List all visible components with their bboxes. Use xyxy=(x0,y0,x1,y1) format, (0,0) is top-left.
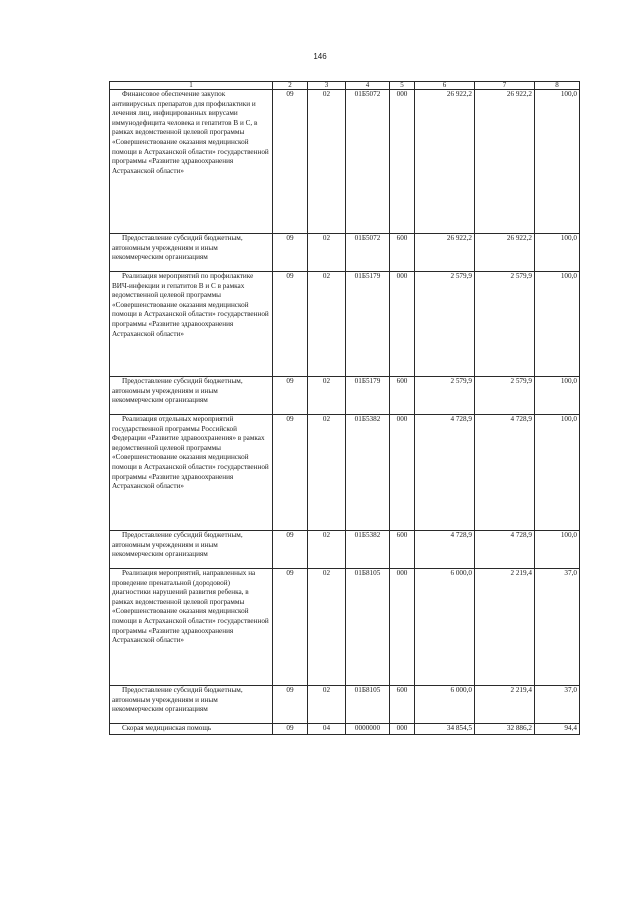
row-rz: 09 xyxy=(273,90,308,234)
row-csr: 01Б5072 xyxy=(346,234,390,272)
column-header: 8 xyxy=(535,82,580,90)
table-row xyxy=(110,686,580,724)
row-pr: 02 xyxy=(308,415,346,531)
row-vr: 000 xyxy=(390,90,415,234)
row-vr: 000 xyxy=(390,415,415,531)
row-name: Предоставление субсидий бюджетным, автономным учреждениям и иным некоммерческим организациям xyxy=(110,234,273,272)
column-header: 1 xyxy=(110,82,273,90)
row-plan: 26 922,2 xyxy=(415,234,475,272)
row-pct: 37,0 xyxy=(535,569,580,686)
row-pct: 94,4 xyxy=(535,724,580,735)
row-csr: 01Б8105 xyxy=(346,569,390,686)
row-vr: 000 xyxy=(390,272,415,377)
row-vr: 600 xyxy=(390,686,415,724)
row-fact: 2 219,4 xyxy=(475,686,535,724)
row-pr: 02 xyxy=(308,686,346,724)
row-csr: 0000000 xyxy=(346,724,390,735)
row-csr: 01Б5179 xyxy=(346,377,390,415)
row-plan: 2 579,9 xyxy=(415,272,475,377)
row-pct: 37,0 xyxy=(535,686,580,724)
row-pct: 100,0 xyxy=(535,531,580,569)
table-row xyxy=(110,415,580,531)
row-csr: 01Б5072 xyxy=(346,90,390,234)
row-fact: 2 579,9 xyxy=(475,377,535,415)
column-header: 7 xyxy=(475,82,535,90)
row-name: Реализация отдельных мероприятий государственной программы Российской Федерации «Развитие здравоохранения» в рамках ведомственной целевой программы «Совершенствование оказания медицинской помощи в Астраханской области» государственной программы «Развитие здравоохранения Астраханской области» xyxy=(110,415,273,531)
row-rz: 09 xyxy=(273,724,308,735)
row-name: Скорая медицинская помощь xyxy=(110,724,273,735)
row-pr: 04 xyxy=(308,724,346,735)
row-pr: 02 xyxy=(308,234,346,272)
row-vr: 600 xyxy=(390,234,415,272)
row-fact: 2 219,4 xyxy=(475,569,535,686)
row-name: Предоставление субсидий бюджетным, автономным учреждениям и иным некоммерческим организациям xyxy=(110,686,273,724)
row-vr: 000 xyxy=(390,724,415,735)
row-name: Предоставление субсидий бюджетным, автономным учреждениям и иным некоммерческим организациям xyxy=(110,531,273,569)
row-name: Предоставление субсидий бюджетным, автономным учреждениям и иным некоммерческим организациям xyxy=(110,377,273,415)
table-row xyxy=(110,377,580,415)
row-vr: 000 xyxy=(390,569,415,686)
row-fact: 4 728,9 xyxy=(475,531,535,569)
table-header-row xyxy=(110,82,580,90)
row-fact: 4 728,9 xyxy=(475,415,535,531)
budget-table xyxy=(109,81,580,735)
table-row xyxy=(110,234,580,272)
row-rz: 09 xyxy=(273,377,308,415)
row-plan: 4 728,9 xyxy=(415,531,475,569)
row-name: Реализация мероприятий по профилактике ВИЧ-инфекции и гепатитов В и С в рамках ведомственной целевой программы «Совершенствование оказания медицинской помощи в Астраханской области» государственной программы «Развитие здравоохранения Астраханской области» xyxy=(110,272,273,377)
row-pr: 02 xyxy=(308,531,346,569)
row-rz: 09 xyxy=(273,569,308,686)
table-row xyxy=(110,90,580,234)
row-pct: 100,0 xyxy=(535,234,580,272)
row-pr: 02 xyxy=(308,377,346,415)
table-row xyxy=(110,272,580,377)
row-fact: 26 922,2 xyxy=(475,234,535,272)
row-csr: 01Б5382 xyxy=(346,531,390,569)
row-plan: 6 000,0 xyxy=(415,686,475,724)
row-plan: 4 728,9 xyxy=(415,415,475,531)
row-plan: 34 854,5 xyxy=(415,724,475,735)
column-header: 5 xyxy=(390,82,415,90)
row-fact: 26 922,2 xyxy=(475,90,535,234)
row-pr: 02 xyxy=(308,272,346,377)
row-fact: 2 579,9 xyxy=(475,272,535,377)
row-pr: 02 xyxy=(308,569,346,686)
column-header: 6 xyxy=(415,82,475,90)
row-fact: 32 886,2 xyxy=(475,724,535,735)
row-pr: 02 xyxy=(308,90,346,234)
row-csr: 01Б5179 xyxy=(346,272,390,377)
table-row xyxy=(110,569,580,686)
row-pct: 100,0 xyxy=(535,272,580,377)
row-name: Реализация мероприятий, направленных на проведение пренатальной (дородовой) диагностики нарушений развития ребенка, в рамках ведомственной целевой программы «Совершенствование оказания медицинской помощи в Астраханской области» государственной программы «Развитие здравоохранения Астраханской области» xyxy=(110,569,273,686)
row-rz: 09 xyxy=(273,531,308,569)
row-rz: 09 xyxy=(273,234,308,272)
row-pct: 100,0 xyxy=(535,90,580,234)
row-pct: 100,0 xyxy=(535,415,580,531)
row-csr: 01Б5382 xyxy=(346,415,390,531)
table-row xyxy=(110,724,580,735)
row-rz: 09 xyxy=(273,686,308,724)
row-pct: 100,0 xyxy=(535,377,580,415)
page-number: 146 xyxy=(313,52,327,61)
row-plan: 6 000,0 xyxy=(415,569,475,686)
row-plan: 26 922,2 xyxy=(415,90,475,234)
column-header: 2 xyxy=(273,82,308,90)
row-vr: 600 xyxy=(390,531,415,569)
row-csr: 01Б8105 xyxy=(346,686,390,724)
row-name: Финансовое обеспечение закупок антивирусных препаратов для профилактики и лечения лиц, инфицированных вирусами иммунодефицита человека и гепатитов В и С, в рамках ведомственной целевой программы «Совершенствование оказания медицинской помощи в Астраханской области» государственной программы «Развитие здравоохранения Астраханской области» xyxy=(110,90,273,234)
table-row xyxy=(110,531,580,569)
row-vr: 600 xyxy=(390,377,415,415)
column-header: 4 xyxy=(346,82,390,90)
row-plan: 2 579,9 xyxy=(415,377,475,415)
row-rz: 09 xyxy=(273,415,308,531)
column-header: 3 xyxy=(308,82,346,90)
row-rz: 09 xyxy=(273,272,308,377)
